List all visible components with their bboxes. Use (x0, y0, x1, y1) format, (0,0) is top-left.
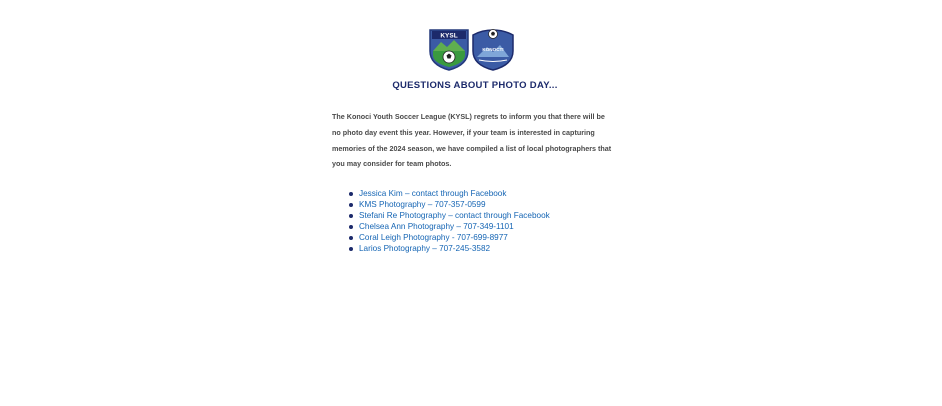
photographer-link[interactable]: Larios Photography – 707-245-3582 (359, 244, 491, 254)
photographer-link[interactable]: Jessica Kim – contact through Facebook (359, 189, 507, 198)
konocti-shield-logo-icon (473, 30, 513, 71)
bullet-icon (349, 203, 353, 207)
bullet-icon (349, 214, 353, 218)
list-item[interactable] (349, 210, 550, 221)
page-heading: QUESTIONS ABOUT PHOTO DAY... (392, 80, 558, 91)
photographer-link[interactable]: Stefani Re Photography – contact through Facebook (359, 211, 550, 221)
konocti-logo-text: KONOCTI (482, 47, 504, 52)
list-item[interactable] (349, 243, 550, 254)
list-item[interactable] (349, 232, 550, 243)
bullet-icon (349, 225, 353, 229)
photographer-link[interactable]: Chelsea Ann Photography – 707-349-1101 (359, 222, 514, 232)
list-item[interactable] (349, 188, 550, 199)
list-item[interactable] (349, 221, 550, 232)
kysl-logo-text: KYSL (440, 32, 458, 40)
photographer-link[interactable]: KMS Photography – 707-357-0599 (359, 200, 486, 210)
intro-paragraph: The Konoci Youth Soccer League (KYSL) regrets to inform you that there will be no photo day event this year. However, if your team is interested in capturing memories of the 2024 season, we have compiled a list of local photographers that you may consider for team photos. (332, 112, 612, 169)
bullet-icon (349, 192, 353, 196)
league-logos (427, 27, 515, 71)
bullet-icon (349, 247, 353, 251)
bullet-icon (349, 236, 353, 240)
list-item[interactable] (349, 199, 550, 210)
photographer-link[interactable]: Coral Leigh Photography - 707-699-8977 (359, 233, 508, 243)
photographer-list (349, 188, 550, 255)
kysl-shield-logo-icon (430, 30, 468, 70)
logo-group (427, 27, 515, 71)
